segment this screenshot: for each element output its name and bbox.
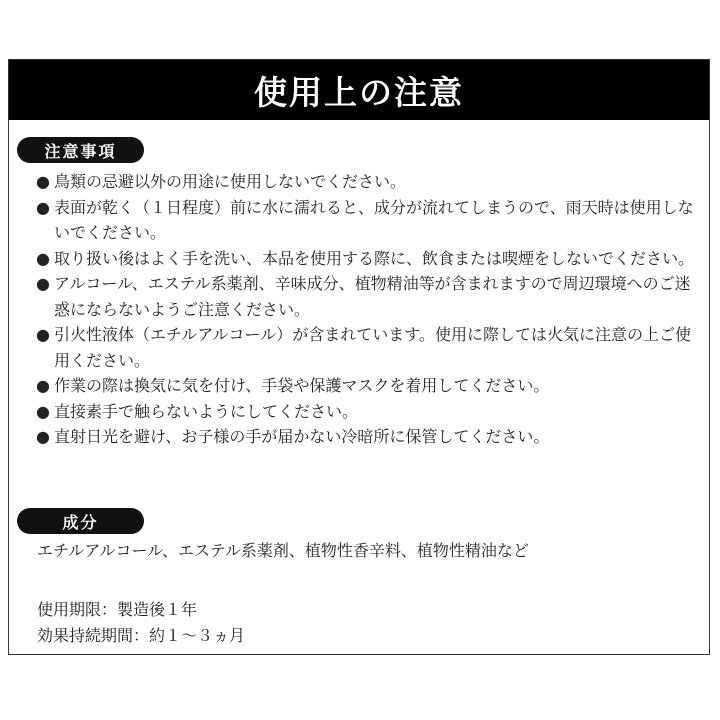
duration-text: 効果持続期間：約１～３ヵ月: [37, 626, 246, 645]
list-item: [36, 373, 696, 399]
bullet-icon: ●: [36, 172, 50, 191]
caution-text: 鳥類の忌避以外の用途に使用しないでください。: [54, 172, 407, 191]
product-meta: [37, 597, 245, 649]
list-item: [36, 322, 696, 373]
caution-text: 直接素手で触らないようにしてください。: [54, 401, 359, 421]
bullet-icon: ●: [36, 376, 50, 395]
list-item: [36, 424, 696, 450]
expiry-text: 使用期限：製造後１年: [37, 600, 198, 619]
notice-panel: [8, 59, 710, 655]
list-item: [36, 399, 696, 425]
bullet-icon: ●: [36, 274, 50, 293]
bullet-icon: ●: [36, 197, 50, 217]
bullet-icon: ●: [36, 325, 50, 344]
title-bar: [9, 60, 709, 120]
cautions-heading: 注意事項: [17, 137, 144, 163]
bullet-icon: ●: [36, 248, 50, 268]
list-item: [36, 246, 696, 272]
bullet-icon: ●: [36, 427, 50, 446]
list-item: [36, 195, 696, 246]
caution-text: 取り扱い後はよく手を洗い、本品を使用する際に、飲食または喫煙をしないでください。: [54, 248, 695, 268]
list-item: [36, 169, 696, 195]
caution-text: 表面が乾く（１日程度）前に水に濡れると、成分が流れてしまうので、雨天時は使用しないでください。: [54, 197, 694, 242]
page-title: 使用上の注意: [254, 72, 464, 112]
caution-text: 作業の際は換気に気を付け、手袋や保護マスクを着用してください。: [54, 376, 550, 395]
caution-text: 引火性液体（エチルアルコール）が含まれています。使用に際しては火気に注意の上ご使用ください。: [54, 325, 691, 370]
ingredients-text: エチルアルコール、エステル系薬剤、植物性香辛料、植物性精油など: [37, 541, 529, 560]
bullet-icon: ●: [36, 401, 50, 421]
ingredients-heading: 成分: [17, 508, 144, 534]
list-item: [36, 271, 696, 322]
caution-text: 直射日光を避け、お子様の手が届かない冷暗所に保管してください。: [54, 427, 550, 446]
caution-list: [36, 169, 696, 450]
caution-text: アルコール、エステル系薬剤、辛味成分、植物精油等が含まれますので周辺環境へのご迷惑にならないようご注意ください。: [54, 274, 691, 319]
